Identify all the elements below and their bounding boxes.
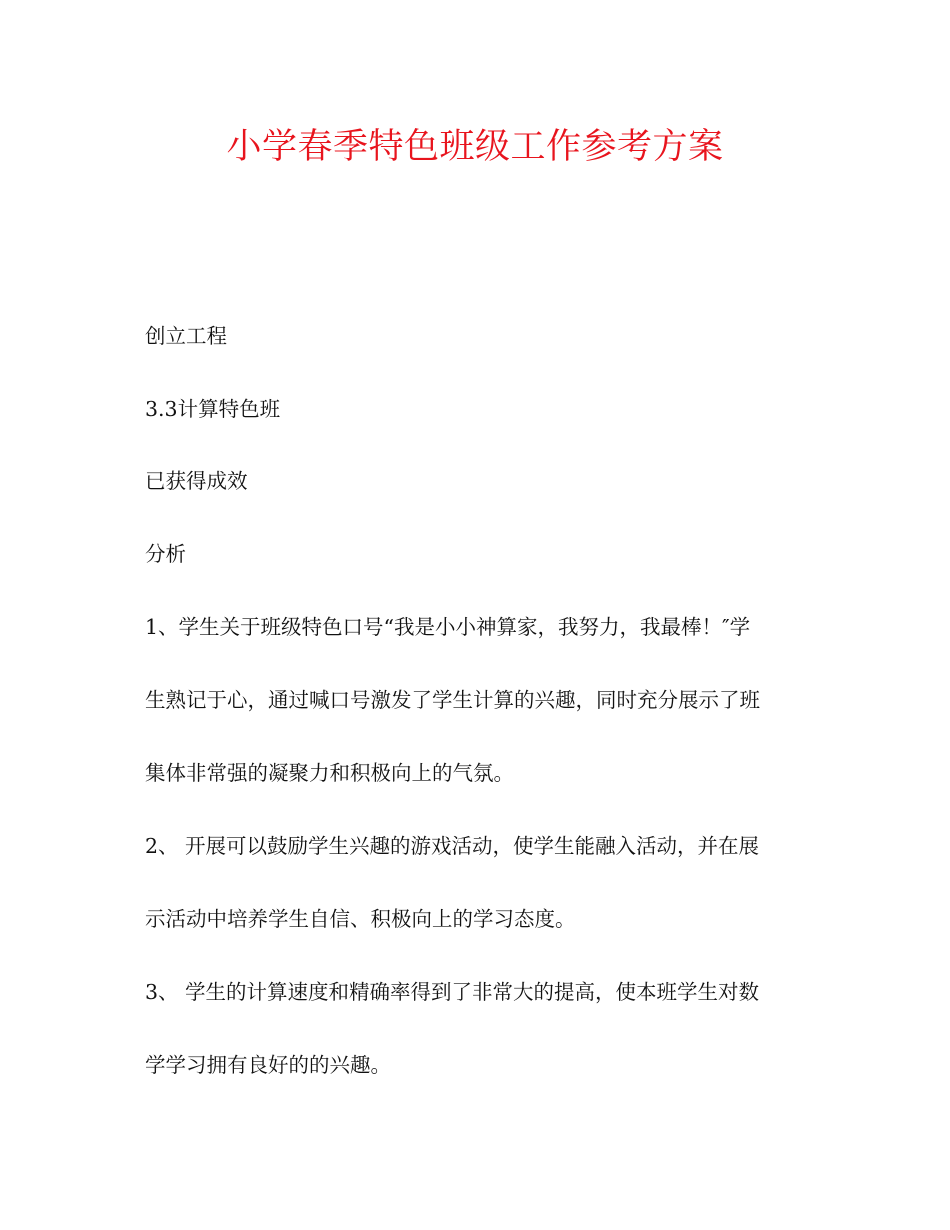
section-heading-results: 已获得成效 bbox=[145, 469, 248, 493]
analysis-point-1-line-1: 1、学生关于班级特色口号“我是小小神算家，我努力，我最棒！″学 bbox=[145, 615, 751, 639]
section-heading-analysis: 分析 bbox=[145, 542, 186, 566]
analysis-point-1-line-3: 集体非常强的凝聚力和积极向上的气氛。 bbox=[145, 761, 514, 785]
analysis-point-1-line-2: 生熟记于心，通过喊口号激发了学生计算的兴趣，同时充分展示了班 bbox=[145, 688, 760, 712]
section-heading-project: 创立工程 bbox=[145, 324, 227, 348]
analysis-point-2-line-1: 2、 开展可以鼓励学生兴趣的游戏活动，使学生能融入活动，并在展 bbox=[145, 834, 760, 858]
section-project-name: 3.3计算特色班 bbox=[145, 397, 281, 421]
analysis-point-3-line-1: 3、 学生的计算速度和精确率得到了非常大的提高，使本班学生对数 bbox=[145, 980, 760, 1004]
page-title: 小学春季特色班级工作参考方案 bbox=[226, 127, 724, 167]
analysis-point-3-line-2: 学学习拥有良好的的兴趣。 bbox=[145, 1053, 391, 1077]
analysis-point-2-line-2: 示活动中培养学生自信、积极向上的学习态度。 bbox=[145, 907, 576, 931]
